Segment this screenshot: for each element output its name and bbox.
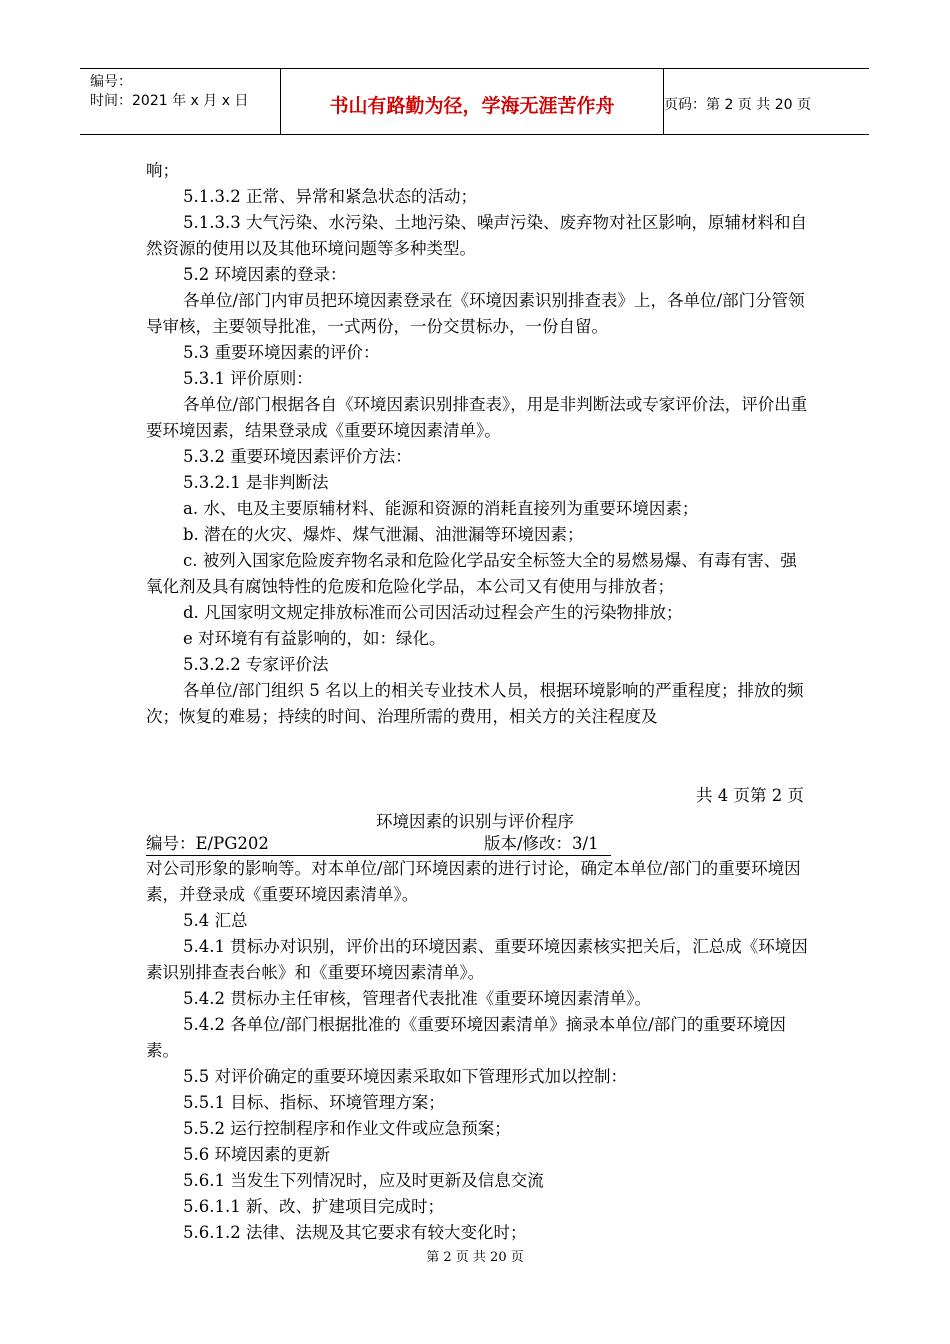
paragraph: 5.6.1.1 新、改、扩建项目完成时； [183,1197,444,1216]
paragraph: 5.5.1 目标、指标、环境管理方案； [183,1093,445,1112]
paragraph: 5.4.2 各单位/部门根据批准的《重要环境因素清单》摘录本单位/部门的重要环境因素。 [146,1015,786,1060]
header-number: 编号： [90,74,132,90]
paragraph: a. 水、电及主要原辅材料、能源和资源的消耗直接列为重要环境因素； [183,499,699,518]
paragraph: 5.1.3.3 大气污染、水污染、土地污染、噪声污染、废弃物对社区影响，原辅材料和自然资源的使用以及其他环境问题等多种类型。 [146,213,807,258]
paragraph: 5.4.2 贯标办主任审核，管理者代表批准《重要环境因素清单》。 [183,989,651,1008]
paragraph: 5.3.2.2 专家评价法 [183,655,329,674]
header-meta [90,73,248,111]
paragraph: b. 潜在的火灾、爆炸、煤气泄漏、油泄漏等环境因素； [183,525,584,544]
document-number: 编号：E/PG202 [146,834,269,853]
paragraph: 5.2 环境因素的登录： [183,265,347,284]
paragraph: 对公司形象的影响等。对本单位/部门环境因素的进行讨论，确定本单位/部门的重要环境因素，并登录成《重要环境因素清单》。 [146,859,801,904]
paragraph: 5.3.2 重要环境因素评价方法： [183,447,412,466]
header-time: 时间：2021 年 x 月 x 日 [90,93,249,109]
paragraph: 5.3.1 评价原则： [183,369,313,388]
paragraph: 各单位/部门根据各自《环境因素识别排查表》，用是非判断法或专家评价法，评价出重要环境因素，结果登录成《重要环境因素清单》。 [146,395,808,440]
header-motto: 书山有路勤为径，学海无涯苦作舟 [329,95,615,117]
paragraph: 各单位/部门组织 5 名以上的相关专业技术人员，根据环境影响的严重程度；排放的频次；恢复的难易；持续的时间、治理所需的费用，相关方的关注程度及 [146,681,804,726]
paragraph: 5.3 重要环境因素的评价： [183,343,380,362]
document-title: 环境因素的识别与评价程序 [376,812,574,831]
paragraph: e 对环境有有益影响的，如：绿化。 [183,629,446,648]
page-header [80,68,869,135]
paragraph: 5.4 汇总 [183,911,248,930]
paragraph: 5.6 环境因素的更新 [183,1145,330,1164]
paragraph: 各单位/部门内审员把环境因素登录在《环境因素识别排查表》上，各单位/部门分管领导审核，主要领导批准，一式两份，一份交贯标办，一份自留。 [146,291,805,336]
paragraph: 5.4.1 贯标办对识别，评价出的环境因素、重要环境因素核实把关后，汇总成《环境因素识别排查表台帐》和《重要环境因素清单》。 [146,937,808,982]
paragraph: 5.5 对评价确定的重要环境因素采取如下管理形式加以控制： [183,1067,627,1086]
paragraph: d. 凡国家明文规定排放标准而公司因活动过程会产生的污染物排放； [183,603,683,622]
paragraph: 5.5.2 运行控制程序和作业文件或应急预案； [183,1119,511,1138]
paragraph: c. 被列入国家危险废弃物名录和危险化学品安全标签大全的易燃易爆、有毒有害、强氧化剂及具有腐蚀特性的危废和危险化学品，本公司又有使用与排放者； [146,551,797,596]
paragraph: 5.3.2.1 是非判断法 [183,473,329,492]
page-footer: 第 2 页 共 20 页 [426,1250,524,1265]
paragraph: 5.1.3.2 正常、异常和紧急状态的活动； [183,187,477,206]
body-section-1 [146,158,811,730]
header-page-info: 页码：第 2 页 共 20 页 [664,97,811,113]
paragraph: 5.6.1 当发生下列情况时，应及时更新及信息交流 [183,1171,544,1190]
document-number-line [146,833,611,856]
paragraph: 5.6.1.2 法律、法规及其它要求有较大变化时； [183,1223,527,1242]
paragraph: 响； [146,161,179,180]
document-version: 版本/修改：3/1 [484,834,599,853]
page-count: 共 4 页第 2 页 [696,786,804,805]
body-section-2 [146,856,811,1246]
